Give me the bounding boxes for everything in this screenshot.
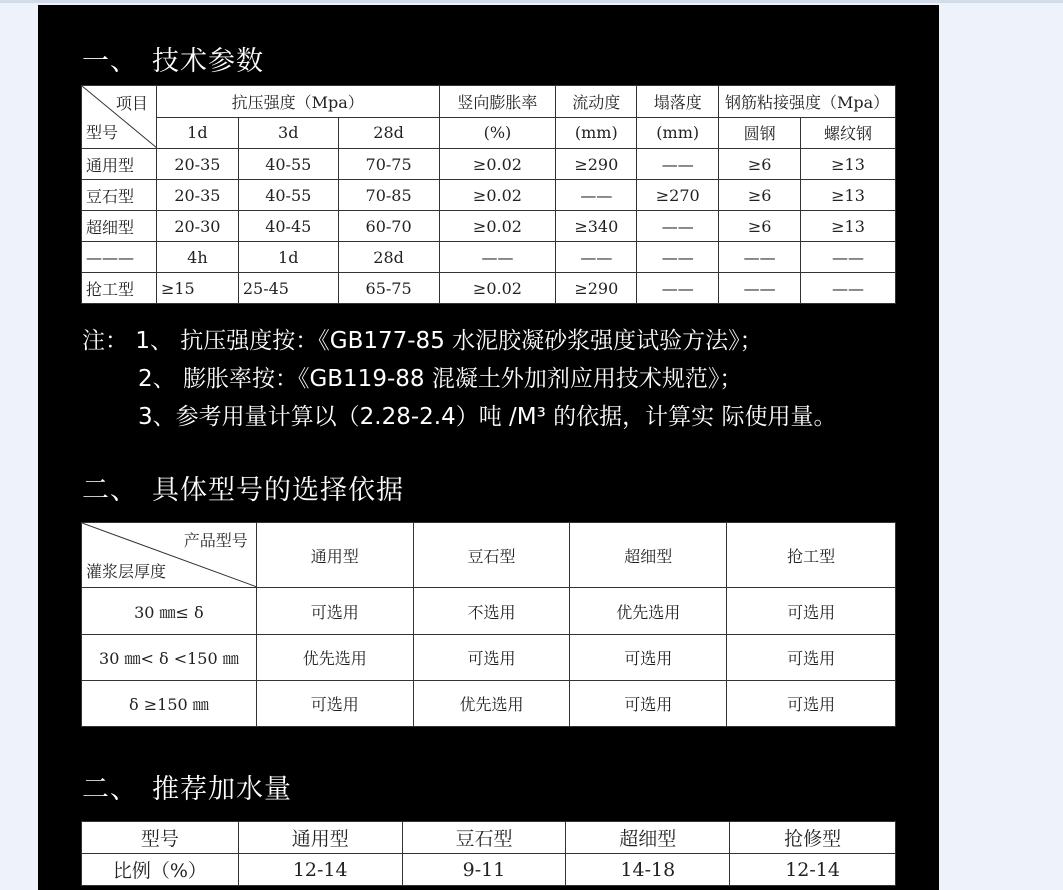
column-header: 型号	[82, 822, 239, 854]
table-cell: 70-75	[338, 149, 439, 180]
table-cell: 可选用	[727, 635, 896, 681]
table-cell: 可选用	[727, 681, 896, 727]
table-cell: 12-14	[730, 854, 896, 886]
table-cell: 60-70	[338, 211, 439, 242]
table-cell: ——	[637, 149, 719, 180]
column-header: 豆石型	[402, 822, 566, 854]
table-cell: ——	[801, 273, 896, 304]
table-row	[82, 242, 896, 273]
table-cell: 14-18	[566, 854, 730, 886]
table-cell: 可选用	[256, 681, 413, 727]
diagonal-header-cell	[82, 523, 257, 588]
table-row	[82, 273, 896, 304]
subheader-1d: 1d	[156, 117, 238, 149]
table-cell: 可选用	[256, 588, 413, 635]
section-number: 二、	[82, 475, 138, 506]
table-cell: ——	[719, 242, 801, 273]
window-top-border	[0, 0, 1063, 3]
subheader-rebar: 螺纹钢	[801, 117, 896, 149]
table-cell: ———	[82, 242, 157, 273]
table-cell: ≥0.02	[439, 180, 556, 211]
table-row	[82, 588, 896, 635]
table-cell: ≥270	[637, 180, 719, 211]
section-number: 二、	[82, 774, 138, 805]
section-title: 具体型号的选择依据	[152, 475, 404, 506]
table-cell: 20-35	[156, 149, 238, 180]
column-header: 通用型	[238, 822, 402, 854]
table-row	[82, 635, 896, 681]
table-cell: 40-55	[238, 149, 338, 180]
table-cell: 25-45	[238, 273, 338, 304]
header-slump: 塌落度	[637, 86, 719, 118]
tech-params-table	[81, 85, 896, 304]
document-page	[38, 5, 939, 890]
table-header-row	[82, 822, 896, 854]
note-text: 1、 抗压强度按：《GB177-85 水泥胶凝砂浆强度试验方法》；	[135, 328, 763, 354]
diagonal-header-cell	[82, 86, 157, 149]
section-number: 一、	[82, 46, 138, 77]
table-cell: ≥6	[719, 180, 801, 211]
column-header: 通用型	[256, 523, 413, 588]
table-cell: 不选用	[413, 588, 570, 635]
table-cell: 优先选用	[256, 635, 413, 681]
table-cell: 可选用	[727, 588, 896, 635]
table-cell: ≥6	[719, 149, 801, 180]
note-line-1	[82, 322, 763, 355]
table-cell: 比例（%）	[82, 854, 239, 886]
table-cell: ≥0.02	[439, 149, 556, 180]
table-cell: 28d	[338, 242, 439, 273]
table-cell: 可选用	[413, 635, 570, 681]
table-cell: 优先选用	[570, 588, 727, 635]
table-cell: 豆石型	[82, 180, 157, 211]
column-header: 抢修型	[730, 822, 896, 854]
header-grout-thickness: 灌浆层厚度	[86, 562, 167, 581]
table-cell: ≥340	[556, 211, 637, 242]
table-cell: ——	[801, 242, 896, 273]
table-cell: ≥290	[556, 273, 637, 304]
section-title: 技术参数	[152, 46, 264, 77]
table-cell: 30 ㎜< δ <150 ㎜	[82, 635, 257, 681]
table-cell: 40-55	[238, 180, 338, 211]
table-cell: ——	[719, 273, 801, 304]
table-cell: 可选用	[570, 635, 727, 681]
subheader-mm: (mm)	[637, 117, 719, 149]
table-cell: ——	[556, 242, 637, 273]
table-cell: 通用型	[82, 149, 157, 180]
note-text: 3、参考用量计算以（2.28-2.4）吨 /M³ 的依据，计算实 际使用量。	[138, 404, 837, 430]
section-heading-water	[82, 767, 292, 806]
subheader-mm: (mm)	[556, 117, 637, 149]
table-cell: ≥13	[801, 149, 896, 180]
table-row	[82, 854, 896, 886]
table-cell: ——	[556, 180, 637, 211]
note-line-3	[138, 398, 836, 431]
table-row	[82, 681, 896, 727]
table-cell: ≥15	[156, 273, 238, 304]
section-heading-selection	[82, 468, 404, 507]
header-product-model: 产品型号	[183, 531, 248, 550]
subheader-percent: (%)	[439, 117, 556, 149]
column-header: 超细型	[566, 822, 730, 854]
water-ratio-table	[81, 821, 896, 886]
note-label: 注：	[82, 328, 128, 354]
table-cell: 40-45	[238, 211, 338, 242]
table-cell: 优先选用	[413, 681, 570, 727]
header-expansion: 竖向膨胀率	[439, 86, 556, 118]
table-cell: ——	[637, 273, 719, 304]
header-flow: 流动度	[556, 86, 637, 118]
table-cell: ——	[637, 242, 719, 273]
table-cell: 65-75	[338, 273, 439, 304]
column-header: 豆石型	[413, 523, 570, 588]
table-cell: ≥6	[719, 211, 801, 242]
table-cell: ≥13	[801, 211, 896, 242]
selection-table	[81, 522, 896, 727]
note-text: 2、 膨胀率按：《GB119-88 混凝土外加剂应用技术规范》；	[138, 366, 743, 392]
table-cell: 可选用	[570, 681, 727, 727]
subheader-round-steel: 圆钢	[719, 117, 801, 149]
table-cell: 抢工型	[82, 273, 157, 304]
table-cell: δ ≥150 ㎜	[82, 681, 257, 727]
subheader-3d: 3d	[238, 117, 338, 149]
table-cell: ≥290	[556, 149, 637, 180]
header-bond-strength: 钢筋粘接强度（Mpa）	[719, 86, 896, 118]
table-cell: 20-30	[156, 211, 238, 242]
table-cell: ≥13	[801, 180, 896, 211]
column-header: 超细型	[570, 523, 727, 588]
table-cell: 12-14	[238, 854, 402, 886]
table-cell: 4h	[156, 242, 238, 273]
section-title: 推荐加水量	[152, 774, 292, 805]
header-model: 型号	[86, 123, 119, 142]
section-heading-tech-params	[82, 39, 264, 78]
header-compressive-strength: 抗压强度（Mpa）	[156, 86, 439, 118]
table-row	[82, 180, 896, 211]
table-cell: ≥0.02	[439, 273, 556, 304]
table-cell: 20-35	[156, 180, 238, 211]
note-line-2	[138, 360, 742, 393]
table-cell: ——	[637, 211, 719, 242]
table-cell: ≥0.02	[439, 211, 556, 242]
table-cell: 1d	[238, 242, 338, 273]
table-row	[82, 211, 896, 242]
table-cell: 超细型	[82, 211, 157, 242]
table-cell: 9-11	[402, 854, 566, 886]
table-cell: ——	[439, 242, 556, 273]
table-cell: 30 ㎜≤ δ	[82, 588, 257, 635]
table-row	[82, 149, 896, 180]
table-cell: 70-85	[338, 180, 439, 211]
column-header: 抢工型	[727, 523, 896, 588]
header-project: 项目	[115, 94, 148, 113]
subheader-28d: 28d	[338, 117, 439, 149]
